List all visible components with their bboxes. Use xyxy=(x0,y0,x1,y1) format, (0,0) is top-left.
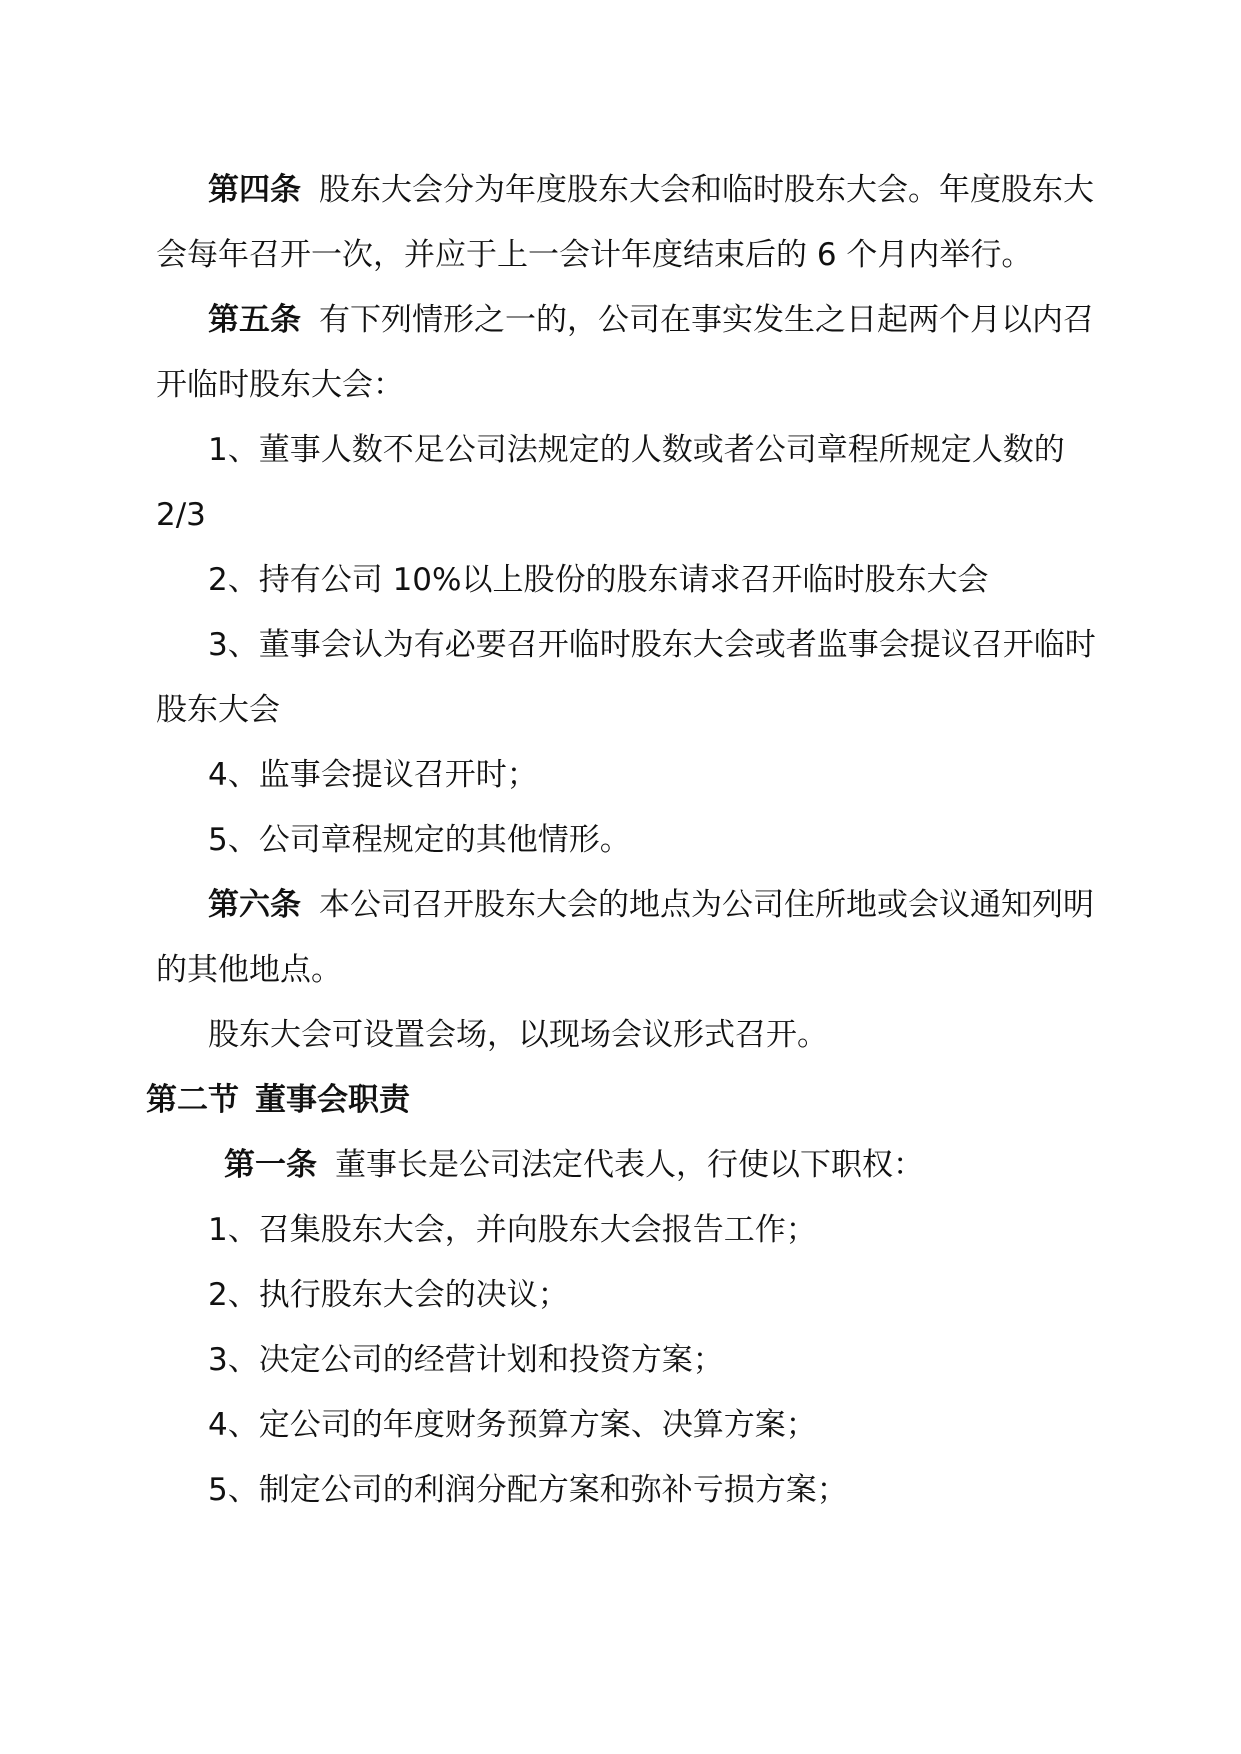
article-6 xyxy=(156,873,1096,1003)
list-item: 3、董事会认为有必要召开临时股东大会或者监事会提议召开临时股东大会 xyxy=(156,627,1096,728)
article-text: 股东大会分为年度股东大会和临时股东大会。年度股东大会每年召开一次，并应于上一会计年度结束后的 6 个月内举行。 xyxy=(156,172,1094,273)
section-label: 第二节 xyxy=(146,1082,239,1118)
article-text: 本公司召开股东大会的地点为公司住所地或会议通知列明的其他地点。 xyxy=(156,887,1094,988)
list-item: 4、监事会提议召开时； xyxy=(208,757,538,793)
list-item: 2、执行股东大会的决议； xyxy=(208,1277,569,1313)
list-item: 2、持有公司 10%以上股份的股东请求召开临时股东大会 xyxy=(208,562,989,598)
paragraph: 股东大会可设置会场，以现场会议形式召开。 xyxy=(208,1017,828,1053)
article-label: 第六条 xyxy=(208,887,301,923)
list-item: 5、公司章程规定的其他情形。 xyxy=(208,822,631,858)
section-title-text: 董事会职责 xyxy=(255,1082,410,1118)
section2-article-1 xyxy=(156,1133,1096,1198)
article-label: 第五条 xyxy=(208,302,301,338)
article-label: 第一条 xyxy=(224,1147,317,1183)
article-5 xyxy=(156,288,1096,418)
document-body xyxy=(146,158,1096,1523)
article-text: 有下列情形之一的，公司在事实发生之日起两个月以内召开临时股东大会： xyxy=(156,302,1094,403)
list-item: 1、召集股东大会，并向股东大会报告工作； xyxy=(208,1212,817,1248)
section-heading xyxy=(146,1068,1096,1133)
list-item: 1、董事人数不足公司法规定的人数或者公司章程所规定人数的 2/3 xyxy=(156,432,1065,533)
list-item: 4、定公司的年度财务预算方案、决算方案； xyxy=(208,1407,817,1443)
article-label: 第四条 xyxy=(208,172,301,208)
article-text: 董事长是公司法定代表人，行使以下职权： xyxy=(335,1147,924,1183)
list-item: 5、制定公司的利润分配方案和弥补亏损方案； xyxy=(208,1472,848,1508)
article-4 xyxy=(156,158,1096,288)
list-item: 3、决定公司的经营计划和投资方案； xyxy=(208,1342,724,1378)
